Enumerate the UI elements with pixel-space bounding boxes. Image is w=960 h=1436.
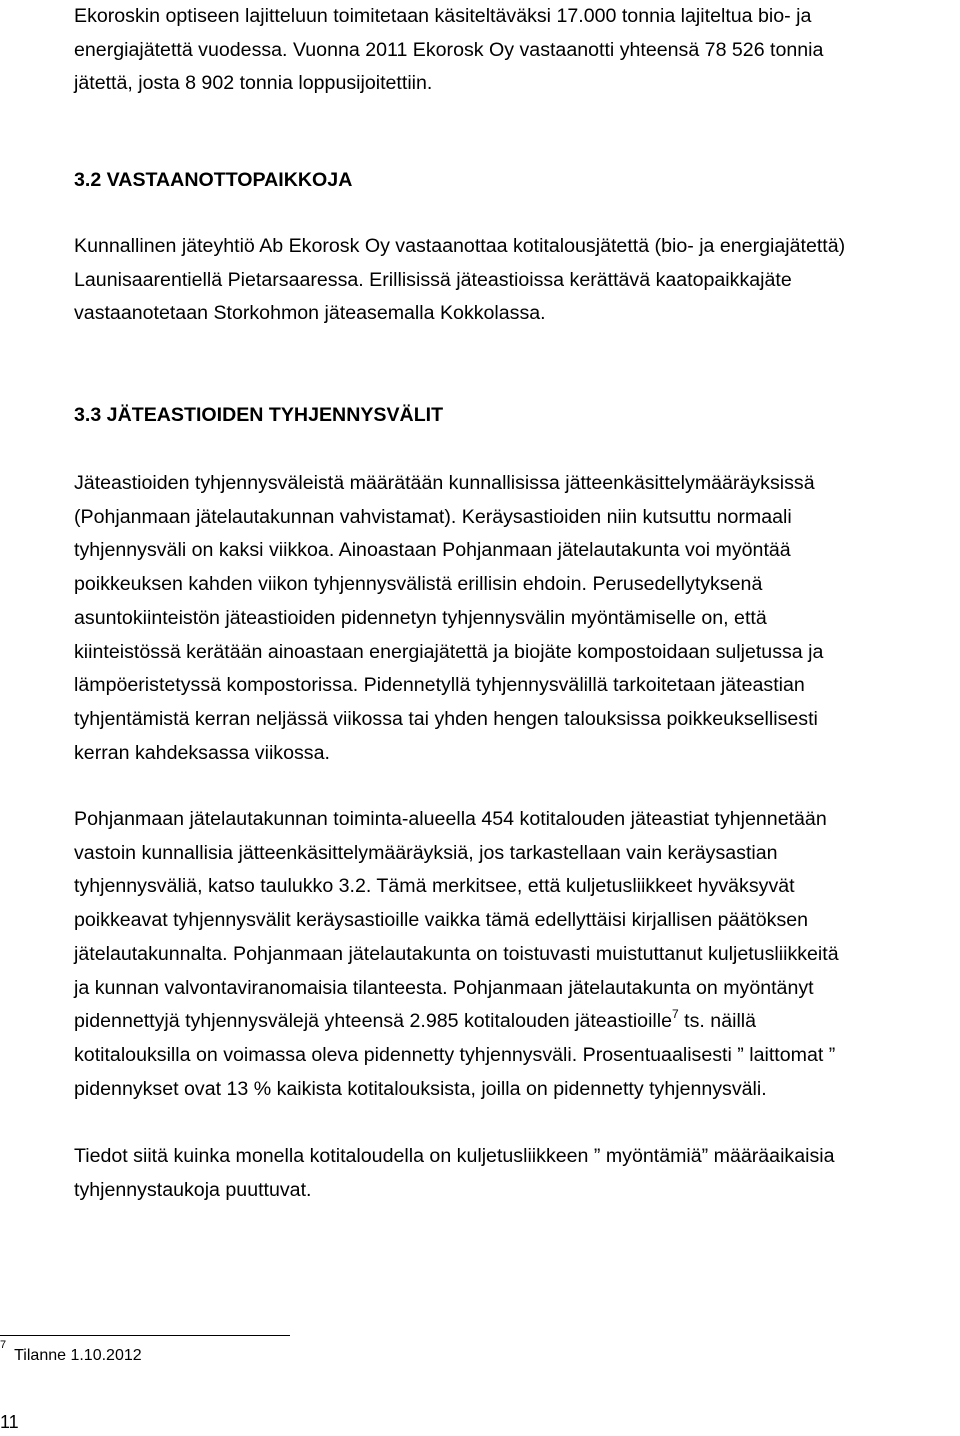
section-3-3-paragraph-2 bbox=[74, 803, 958, 1106]
text-line: tyhjentämistä kerran neljässä viikossa tai yhden hengen talouksissa poikkeuksellisesti bbox=[74, 707, 818, 730]
footnote-reference[interactable]: 7 bbox=[672, 1006, 679, 1021]
text-line: kotitalouksilla on voimassa oleva pidennetty tyhjennysväli. Prosentuaalisesti ” laittomat ” bbox=[74, 1043, 836, 1066]
text-fragment: pidennettyjä tyhjennysvälejä yhteensä 2.985 kotitalouden jäteastioille bbox=[74, 1010, 673, 1033]
text-line: Pohjanmaan jätelautakunnan toiminta-alueella 454 kotitalouden jäteastiat tyhjennetään bbox=[74, 808, 827, 830]
text-line: poikkeavat tyhjennysvälit keräysastioille vaikka tämä edellyttäisi kirjallisen päätöksen bbox=[74, 909, 809, 932]
intro-paragraph bbox=[74, 0, 958, 101]
section-heading-3-2: 3.2 VASTAANOTTOPAIKKOJA bbox=[74, 169, 353, 191]
text-line: ja kunnan valvontaviranomaisia tilanteesta. Pohjanmaan jätelautakunta on myöntänyt bbox=[74, 976, 814, 999]
text-line: kerran kahdeksassa viikossa. bbox=[74, 741, 330, 764]
footnote-text: Tilanne 1.10.2012 bbox=[14, 1347, 142, 1364]
footnote-marker: 7 bbox=[0, 1338, 7, 1351]
text-line-with-footnote bbox=[74, 1005, 958, 1039]
text-line: vastoin kunnallisia jätteenkäsittelymääräyksiä, jos tarkastellaan vain keräysastian bbox=[74, 841, 778, 864]
section-3-3-paragraph-3 bbox=[74, 1140, 958, 1207]
footnote bbox=[0, 1338, 142, 1367]
text-line: pidennykset ovat 13 % kaikista kotitalouksista, joilla on pidennetty tyhjennysväli. bbox=[74, 1077, 767, 1100]
text-line: asuntokiinteistön jäteastioiden pidennetyn tyhjennysvälin myöntämiselle on, että bbox=[74, 606, 767, 629]
text-line: tyhjennysväli on kaksi viikkoa. Ainoastaan Pohjanmaan jätelautakunta voi myöntää bbox=[74, 539, 791, 562]
text-line: kiinteistössä kerätään ainoastaan energiajätettä ja biojäte kompostoidaan suljetussa ja bbox=[74, 640, 824, 663]
text-line: Launisaarentiellä Pietarsaaressa. Erillisissä jäteastioissa kerättävä kaatopaikkajäte bbox=[74, 268, 792, 291]
text-line: tyhjennysväliä, katso taulukko 3.2. Tämä merkitsee, että kuljetusliikkeet hyväksyvät bbox=[74, 875, 795, 898]
page-number: 11 bbox=[0, 1412, 19, 1432]
text-line: Kunnallinen jäteyhtiö Ab Ekorosk Oy vastaanottaa kotitalousjätettä (bio- ja energiajätettä) bbox=[74, 235, 846, 257]
section-3-2-paragraph bbox=[74, 230, 958, 331]
text-line: energiajätettä vuodessa. Vuonna 2011 Ekorosk Oy vastaanotti yhteensä 78 526 tonnia bbox=[74, 38, 824, 61]
text-line: vastaanotetaan Storkohmon jäteasemalla Kokkolassa. bbox=[74, 302, 546, 325]
section-3-3-paragraph-1 bbox=[74, 467, 958, 770]
text-line: Ekoroskin optiseen lajitteluun toimitetaan käsiteltäväksi 17.000 tonnia lajiteltua bio- ja bbox=[74, 5, 812, 27]
text-line: Jäteastioiden tyhjennysväleistä määrätään kunnallisissa jätteenkäsittelymääräyksissä bbox=[74, 472, 815, 494]
footnote-separator bbox=[0, 1335, 290, 1336]
text-line: Tiedot siitä kuinka monella kotitaloudella on kuljetusliikkeen ” myöntämiä” määräaikaisia bbox=[74, 1145, 835, 1167]
text-line: (Pohjanmaan jätelautakunnan vahvistamat). Keräysastioiden niin kutsuttu normaali bbox=[74, 505, 792, 528]
text-line: jätettä, josta 8 902 tonnia loppusijoitettiin. bbox=[74, 72, 433, 95]
text-fragment: ts. näillä bbox=[678, 1010, 757, 1033]
text-line: lämpöeristetyssä kompostorissa. Pidennetyllä tyhjennysvälillä tarkoitetaan jäteastian bbox=[74, 674, 805, 697]
section-heading-3-3: 3.3 JÄTEASTIOIDEN TYHJENNYSVÄLIT bbox=[74, 404, 444, 426]
text-line: tyhjennystaukoja puuttuvat. bbox=[74, 1178, 312, 1201]
text-line: poikkeuksen kahden viikon tyhjennysvälistä erillisin ehdoin. Perusedellytyksenä bbox=[74, 573, 763, 596]
text-line: jätelautakunnalta. Pohjanmaan jätelautakunta on toistuvasti muistuttanut kuljetusliikkeitä bbox=[74, 942, 839, 965]
